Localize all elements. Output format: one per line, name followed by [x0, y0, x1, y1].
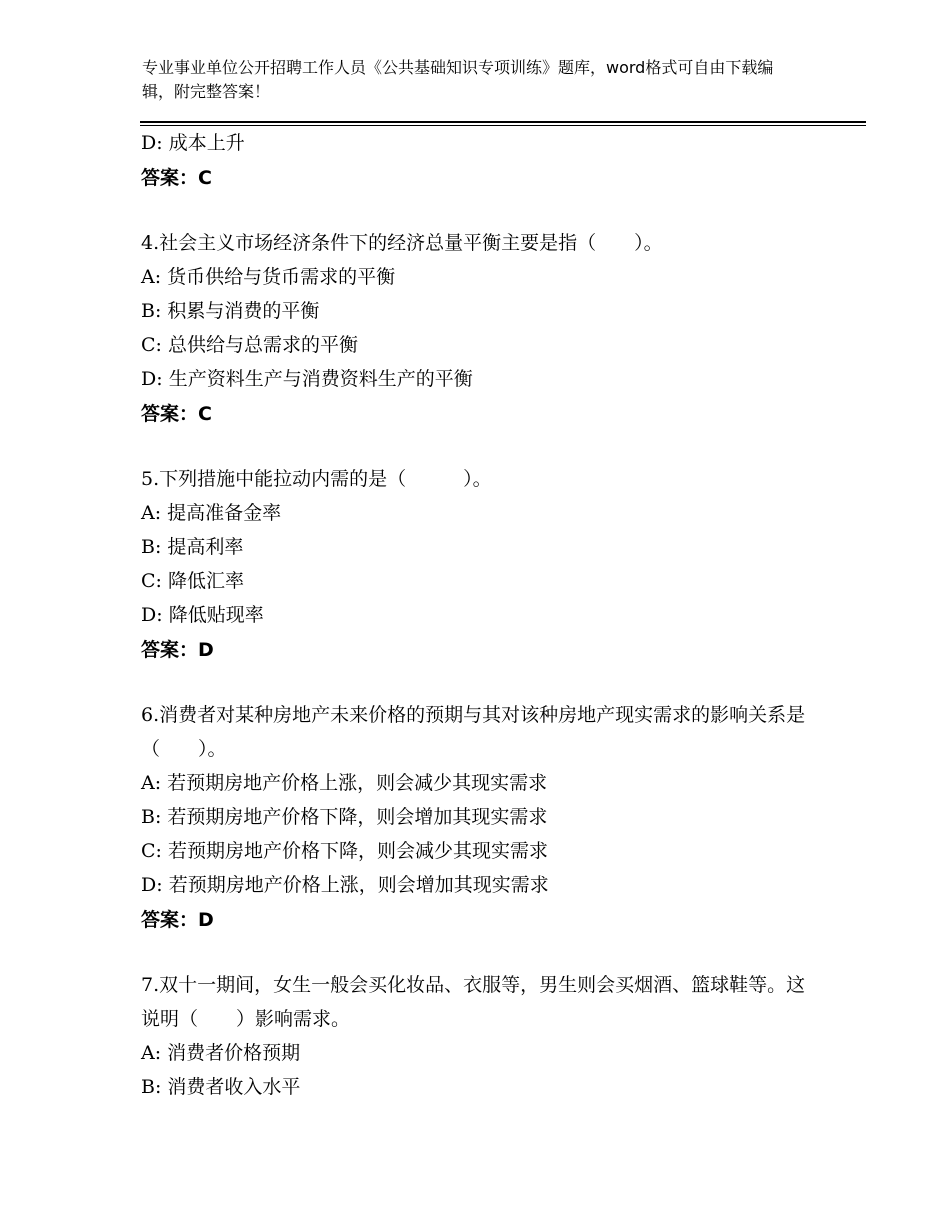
option-a: A: 提高准备金率	[141, 502, 282, 524]
page-header	[142, 56, 802, 104]
answer-line: 答案：C	[141, 403, 212, 425]
question-stem: 4.社会主义市场经济条件下的经济总量平衡主要是指（ ）。	[141, 232, 663, 254]
question-4	[141, 226, 821, 432]
answer-line: 答案：D	[141, 909, 214, 931]
answer-line: 答案：C	[141, 167, 212, 189]
option-c: C: 若预期房地产价格下降，则会减少其现实需求	[141, 840, 549, 862]
header-text: 专业事业单位公开招聘工作人员《公共基础知识专项训练》题库，word格式可自由下载编辑，附完整答案！	[142, 58, 774, 101]
option-c: C: 总供给与总需求的平衡	[141, 334, 359, 356]
option-d: D: 降低贴现率	[141, 604, 264, 626]
question-5	[141, 462, 821, 668]
question-7	[141, 968, 821, 1104]
answer-line: 答案：D	[141, 639, 214, 661]
option-a: A: 货币供给与货币需求的平衡	[141, 266, 396, 288]
option-b: B: 消费者收入水平	[141, 1076, 301, 1098]
option-b: B: 若预期房地产价格下降，则会增加其现实需求	[141, 806, 548, 828]
option-b: B: 提高利率	[141, 536, 244, 558]
option-d: D: 生产资料生产与消费资料生产的平衡	[141, 368, 473, 390]
option-a: A: 若预期房地产价格上涨，则会减少其现实需求	[141, 772, 548, 794]
question-list	[141, 126, 821, 1104]
question-stem: 5.下列措施中能拉动内需的是（ ）。	[141, 468, 492, 490]
option-c: C: 降低汇率	[141, 570, 245, 592]
question-stem: 6.消费者对某种房地产未来价格的预期与其对该种房地产现实需求的影响关系是（ ）。	[141, 704, 806, 760]
question-3-tail	[141, 126, 821, 196]
question-stem: 7.双十一期间，女生一般会买化妆品、衣服等，男生则会买烟酒、篮球鞋等。这说明（ ）影响需求。	[141, 974, 806, 1030]
option-d: D: 成本上升	[141, 132, 245, 154]
option-d: D: 若预期房地产价格上涨，则会增加其现实需求	[141, 874, 549, 896]
header-rule-thick	[140, 121, 866, 123]
option-b: B: 积累与消费的平衡	[141, 300, 320, 322]
option-a: A: 消费者价格预期	[141, 1042, 301, 1064]
question-6	[141, 698, 821, 938]
